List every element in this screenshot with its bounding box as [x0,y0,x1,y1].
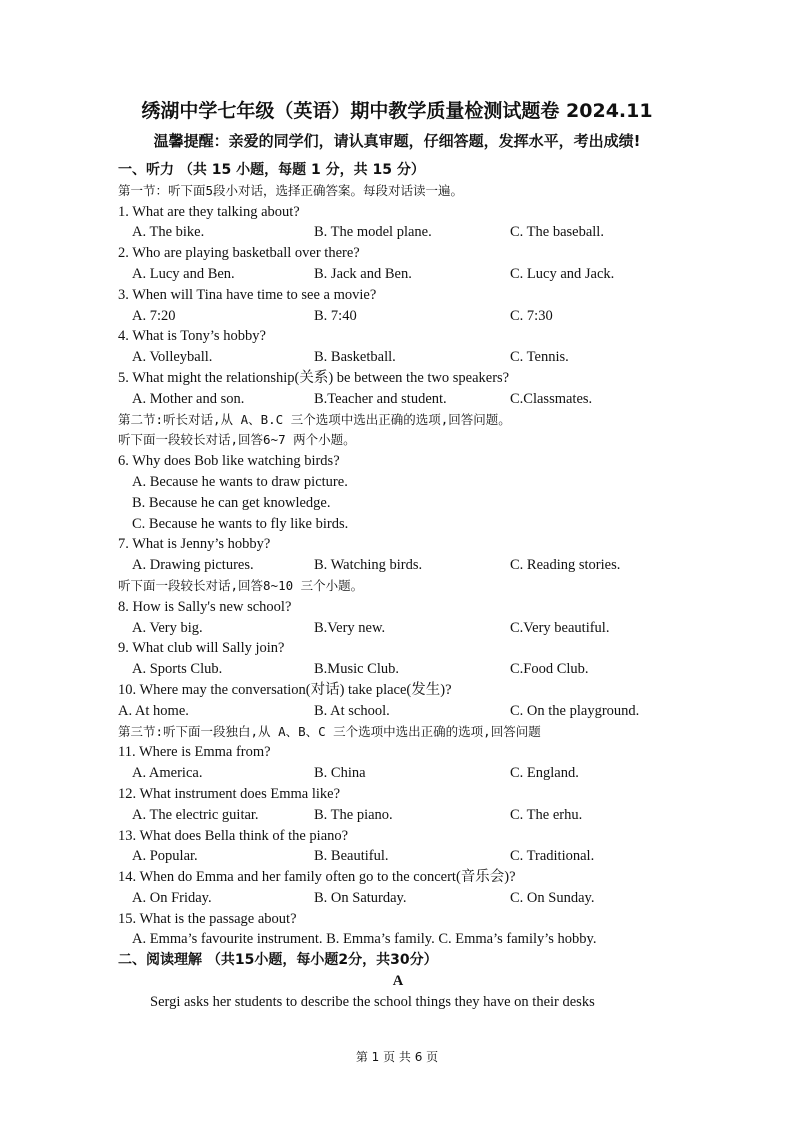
options-row [118,763,678,784]
option-b[interactable]: B. Basketball. [314,349,396,366]
passage-text: Sergi asks her students to describe the school things they have on their desks [150,993,595,1010]
question-text: 8. How is Sally's new school? [118,598,292,615]
question-text: 6. Why does Bob like watching birds? [118,453,340,470]
question-text: 14. When do Emma and her family often go to the concert(音乐会)? [118,869,516,886]
question-text: 12. What instrument does Emma like? [118,785,341,802]
option-b[interactable]: B. Watching birds. [314,557,423,574]
option-a[interactable]: A. Popular. [132,848,198,865]
part-instruction: 听下面一段较长对话,回答6~7 两个小题。 [118,432,356,448]
options-row [118,347,678,368]
option-c[interactable]: C. Reading stories. [510,557,621,574]
option-b[interactable]: B. At school. [314,702,390,719]
option-a[interactable]: A. On Friday. [132,889,212,906]
option-a[interactable]: A. Because he wants to draw picture. [132,473,348,490]
options-row [118,659,678,680]
option-c[interactable]: C.Food Club. [510,661,589,678]
options-row [118,888,678,909]
option-a[interactable]: A. Volleyball. [132,349,213,366]
question-text: 5. What might the relationship(关系) be between the two speakers? [118,369,510,386]
part-instruction: 第一节：听下面5段小对话，选择正确答案。每段对话读一遍。 [118,182,464,198]
question-text: 10. Where may the conversation(对话) take place(发生)? [118,681,452,698]
option-c[interactable]: C. On the playground. [510,702,640,719]
page-footer: 第 1 页 共 6 页 [355,1050,439,1064]
question-text: 2. Who are playing basketball over there? [118,245,360,262]
options-row [118,222,678,243]
option-c[interactable]: C. Tennis. [510,349,569,366]
option-a[interactable]: A. 7:20 [132,307,176,324]
options-row [118,618,678,639]
option-b[interactable]: B. Because he can get knowledge. [132,494,331,511]
option-a[interactable]: A. Sports Club. [132,661,223,678]
option-c[interactable]: C. Traditional. [510,848,595,865]
options-row [118,264,678,285]
option-b[interactable]: B. On Saturday. [314,889,407,906]
option-c[interactable]: C.Classmates. [510,390,593,407]
section-heading-listening: 一、听力 （共 15 小题，每题 1 分，共 15 分） [118,162,425,178]
option-b[interactable]: B. The model plane. [314,224,432,241]
passage-label: A [392,973,404,990]
exam-title: 绣湖中学七年级（英语）期中教学质量检测试题卷 2024.11 [141,100,653,122]
options-line[interactable]: A. Emma’s favourite instrument. B. Emma’s family. C. Emma’s family’s hobby. [132,931,597,948]
option-a[interactable]: A. At home. [118,702,189,719]
option-c[interactable]: C. England. [510,765,579,782]
option-a[interactable]: A. The bike. [132,224,205,241]
option-c[interactable]: C.Very beautiful. [510,619,610,636]
option-a[interactable]: A. America. [132,765,203,782]
question-text: 11. Where is Emma from? [118,744,271,761]
option-a[interactable]: A. Mother and son. [132,390,245,407]
option-c[interactable]: C. 7:30 [510,307,553,324]
option-b[interactable]: B. China [314,765,366,782]
part-instruction: 听下面一段较长对话,回答8~10 三个小题。 [118,577,364,593]
part-instruction: 第二节:听长对话,从 A、B.C 三个选项中选出正确的选项,回答问题。 [118,411,511,427]
exam-tip: 温馨提醒：亲爱的同学们，请认真审题，仔细答题，发挥水平，考出成绩! [153,132,641,150]
option-c[interactable]: C. The erhu. [510,806,583,823]
options-row [118,389,678,410]
option-a[interactable]: A. The electric guitar. [132,806,259,823]
options-row [118,701,678,722]
question-text: 3. When will Tina have time to see a movie? [118,286,377,303]
exam-body [118,160,678,1013]
option-a[interactable]: A. Drawing pictures. [132,557,254,574]
question-text: 9. What club will Sally join? [118,640,285,657]
option-b[interactable]: B. Jack and Ben. [314,265,412,282]
option-b[interactable]: B.Very new. [314,619,386,636]
section-heading-reading: 二、阅读理解 （共15小题，每小题2分，共30分） [118,952,438,969]
option-c[interactable]: C. The baseball. [510,224,604,241]
option-c[interactable]: C. Because he wants to fly like birds. [132,515,349,532]
option-b[interactable]: B. 7:40 [314,307,357,324]
option-c[interactable]: C. Lucy and Jack. [510,265,615,282]
question-text: 7. What is Jenny’s hobby? [118,536,271,553]
option-a[interactable]: A. Very big. [132,619,203,636]
option-a[interactable]: A. Lucy and Ben. [132,265,235,282]
question-text: 1. What are they talking about? [118,203,300,220]
option-c[interactable]: C. On Sunday. [510,889,595,906]
options-row [118,306,678,327]
options-row [118,805,678,826]
option-b[interactable]: B.Teacher and student. [314,390,447,407]
options-row [118,555,678,576]
question-text: 15. What is the passage about? [118,910,297,927]
option-b[interactable]: B.Music Club. [314,661,399,678]
question-text: 4. What is Tony’s hobby? [118,328,266,345]
question-text: 13. What does Bella think of the piano? [118,827,349,844]
options-row [118,846,678,867]
option-b[interactable]: B. The piano. [314,806,393,823]
part-instruction: 第三节:听下面一段独白,从 A、B、C 三个选项中选出正确的选项,回答问题 [118,723,541,739]
option-b[interactable]: B. Beautiful. [314,848,389,865]
